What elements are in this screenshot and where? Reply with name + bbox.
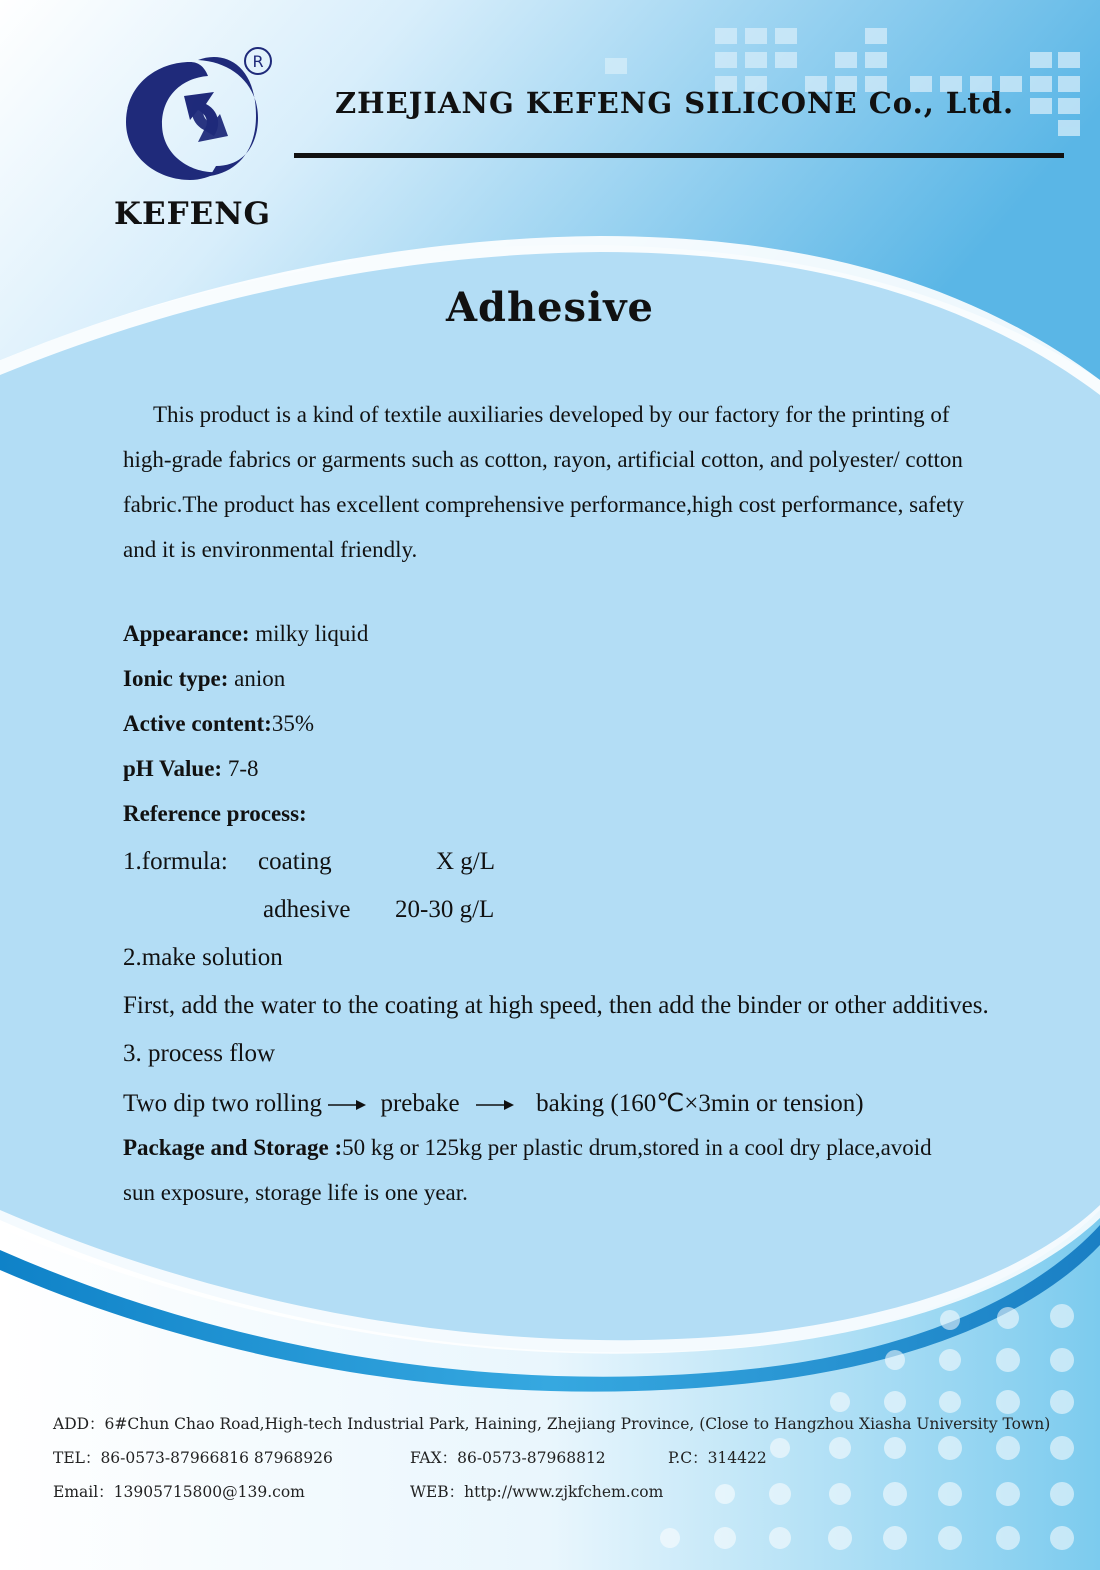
- footer-website[interactable]: WEB：http://www.zjkfchem.com: [410, 1483, 664, 1501]
- kefeng-logo: [118, 44, 288, 184]
- formula-label: 1.formula:: [123, 848, 228, 875]
- spec-active-content: [123, 711, 314, 737]
- spec-reference-process: [123, 801, 307, 827]
- spec-label: Ionic type:: [123, 666, 229, 691]
- spec-label: Reference process:: [123, 801, 307, 826]
- flow-step: baking (160℃×3min or tension): [536, 1090, 864, 1117]
- svg-text:R: R: [252, 52, 264, 71]
- formula-adhesive-amount: 20-30 g/L: [395, 896, 495, 923]
- brand-name: KEFENG: [114, 196, 272, 232]
- product-description: [123, 392, 983, 572]
- description-text: This product is a kind of textile auxiliaries developed by our factory for the printing of high-grade fabrics or garments such as cotton, rayon, artificial cotton, and polyester/ cotton fabric.The product has excellent comprehensive performance,high cost performance, safety and it is environmental friendly.: [123, 402, 965, 562]
- process-flow: [123, 1088, 864, 1118]
- flow-step: prebake: [380, 1090, 460, 1117]
- page-title: Adhesive: [446, 284, 654, 331]
- spec-label: pH Value:: [123, 756, 223, 781]
- flow-label: 3. process flow: [123, 1040, 276, 1067]
- footer-address: ADD：6#Chun Chao Road,High-tech Industrial Park, Haining, Zhejiang Province, (Close to Hangzhou Xiasha University Town): [53, 1415, 1051, 1433]
- spec-label: Appearance:: [123, 621, 250, 646]
- spec-ionic-type: [123, 666, 285, 692]
- package-label: Package and Storage :: [123, 1135, 343, 1160]
- spec-ph-value: [123, 756, 259, 782]
- arrow-right-icon: [328, 1099, 368, 1111]
- package-storage-continued: sun exposure, storage life is one year.: [123, 1180, 468, 1205]
- company-name: ZHEJIANG KEFENG SILICONE Co., Ltd.: [335, 86, 1015, 120]
- footer-postcode: P.C：314422: [668, 1449, 767, 1467]
- spec-value: milky liquid: [249, 621, 369, 646]
- solution-text: First, add the water to the coating at high speed, then add the binder or other additives.: [123, 992, 989, 1019]
- flow-step: Two dip two rolling: [123, 1090, 322, 1117]
- header-divider: [294, 153, 1064, 158]
- spec-appearance: [123, 621, 368, 647]
- spec-label: Active content:: [123, 711, 272, 736]
- package-text: 50 kg or 125kg per plastic drum,stored in a cool dry place,avoid: [342, 1135, 932, 1160]
- formula-coating-name: coating: [258, 848, 332, 875]
- arrow-right-icon: [476, 1099, 516, 1111]
- footer-tel: TEL：86-0573-87966816 87968926: [53, 1449, 333, 1467]
- spec-value: 35%: [271, 711, 314, 736]
- spec-value: anion: [228, 666, 286, 691]
- solution-label: 2.make solution: [123, 944, 283, 971]
- formula-coating-amount: X g/L: [436, 848, 496, 875]
- package-storage: [123, 1135, 932, 1161]
- footer-email: Email：13905715800@139.com: [53, 1483, 305, 1501]
- formula-adhesive-name: adhesive: [263, 896, 351, 923]
- spec-value: 7-8: [222, 756, 259, 781]
- footer-fax: FAX：86-0573-87968812: [410, 1449, 606, 1467]
